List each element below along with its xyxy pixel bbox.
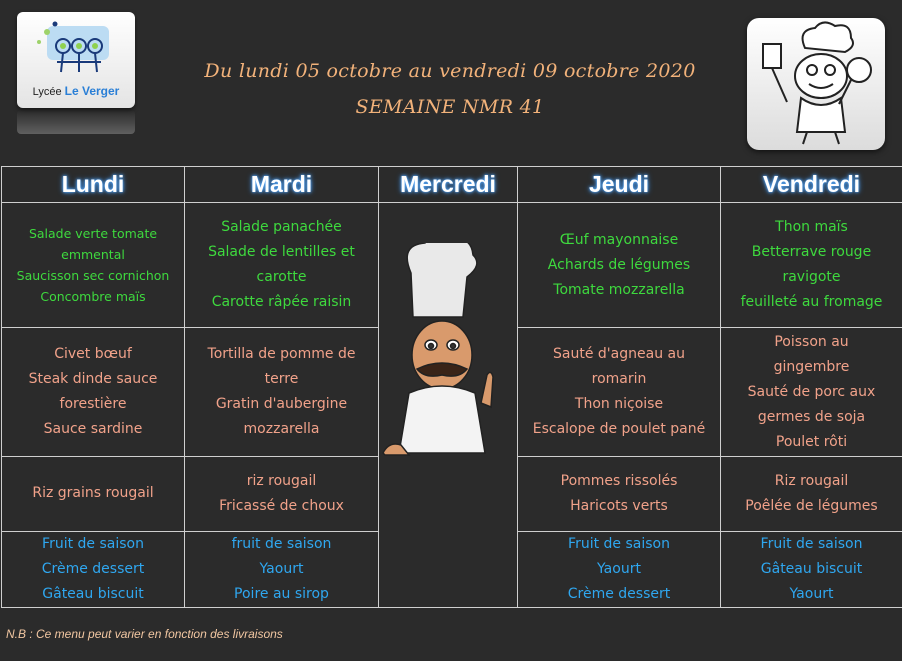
menu-date-range: Du lundi 05 octobre au vendredi 09 octobre 2020 [204,60,696,82]
day-header-vendredi: Vendredi [721,167,902,203]
accompagnement-jeudi [518,456,721,531]
menu-line: Riz grains rougail [32,485,154,502]
dessert-jeudi [518,531,721,607]
dessert-mardi [185,531,379,607]
menu-line: Œuf mayonnaise [559,231,679,248]
menu-line: Pommes rissolés [560,472,678,489]
menu-line: Fruit de saison [42,535,144,552]
cat-chef-icon [747,18,885,150]
day-header-lundi: Lundi [2,167,185,203]
menu-line: Salade verte tomate [28,226,158,242]
plat-mardi [185,328,379,456]
menu-line: Salade panachée [221,219,342,236]
menu-line: Carotte râpée raisin [211,294,352,311]
menu-line: romarin [591,371,647,387]
menu-line: Thon maïs [775,219,848,236]
menu-line: Betterrave rouge [751,244,872,261]
dessert-lundi [2,531,185,607]
menu-line: Steak dinde sauce [28,371,158,387]
week-number: SEMAINE NMR 41 [355,96,545,118]
logo-caption: Lycée Le Verger [32,84,120,98]
plat-vendredi [721,328,902,456]
entree-mardi [185,203,379,328]
plat-jeudi [518,328,721,456]
menu-line: Civet bœuf [54,346,132,362]
menu-line: Tortilla de pomme de [207,346,356,362]
plat-lundi [2,328,185,456]
day-header-jeudi: Jeudi [518,167,721,203]
menu-line: carotte [256,269,307,286]
cook-illustration-icon [369,243,508,503]
accompagnement-vendredi [721,456,902,531]
menu-line: Fruit de saison [760,535,863,552]
menu-line: Yaourt [789,585,834,602]
menu-line: Poulet rôti [775,433,848,450]
header [0,0,902,163]
day-header-row [2,167,902,203]
school-logo [17,12,135,108]
menu-line: Yaourt [597,560,641,577]
menu-line: Poire au sirop [234,585,329,602]
entrees-row [2,203,902,328]
menu-line: Concombre maïs [40,289,146,305]
menu-line: Gâteau biscuit [760,560,863,577]
menu-line: Haricots verts [570,497,668,514]
entree-jeudi [518,203,721,328]
dessert-vendredi [721,531,902,607]
menu-line: Fruit de saison [568,535,670,552]
footer-note: N.B : Ce menu peut varier en fonction des livraisons [6,627,283,641]
menu-line: Sauce sardine [43,421,143,437]
menu-line: Crème dessert [567,585,671,602]
menu-line: Thon niçoise [574,396,664,412]
accompagnement-mardi [185,456,379,531]
accompagnement-lundi [2,456,185,531]
day-header-mardi: Mardi [185,167,379,203]
menu-line: Escalope de poulet pané [532,421,706,437]
menu-line: Salade de lentilles et [208,244,355,261]
menu-line: Poisson au [774,333,849,350]
menu-line: mozzarella [243,421,320,437]
menu-line: emmental [61,247,125,263]
menu-line: Gratin d'aubergine [215,396,348,412]
menu-line: germes de soja [757,408,866,425]
menu-line: Sauté d'agneau au [553,346,685,362]
menu-line: Poêlée de légumes [745,497,878,514]
menu-line: gingembre [773,358,850,375]
chef-cat-illustration [747,18,885,150]
mercredi-column-cook [379,203,518,608]
menu-line: Yaourt [259,560,304,577]
menu-line: fruit de saison [231,535,332,552]
menu-line: Gâteau biscuit [42,585,144,602]
entree-lundi [2,203,185,328]
menu-line: terre [264,371,299,387]
menu-line: Fricassé de choux [219,497,344,514]
menu-line: Achards de légumes [547,256,691,273]
entree-vendredi [721,203,902,328]
menu-line: Riz rougail [774,472,849,489]
menu-line: feuilleté au fromage [740,294,883,311]
logo-figures-icon [17,12,135,82]
logo-reflection [17,110,135,134]
day-header-mercredi: Mercredi [379,167,518,203]
menu-line: ravigote [782,269,841,286]
menu-line: Sauté de porc aux [747,383,876,400]
menu-line: riz rougail [246,472,317,489]
menu-line: Tomate mozzarella [553,281,685,298]
menu-line: Crème dessert [41,560,145,577]
menu-line: forestière [59,396,127,412]
weekly-menu-table [1,166,902,608]
menu-line: Saucisson sec cornichon [16,268,170,284]
